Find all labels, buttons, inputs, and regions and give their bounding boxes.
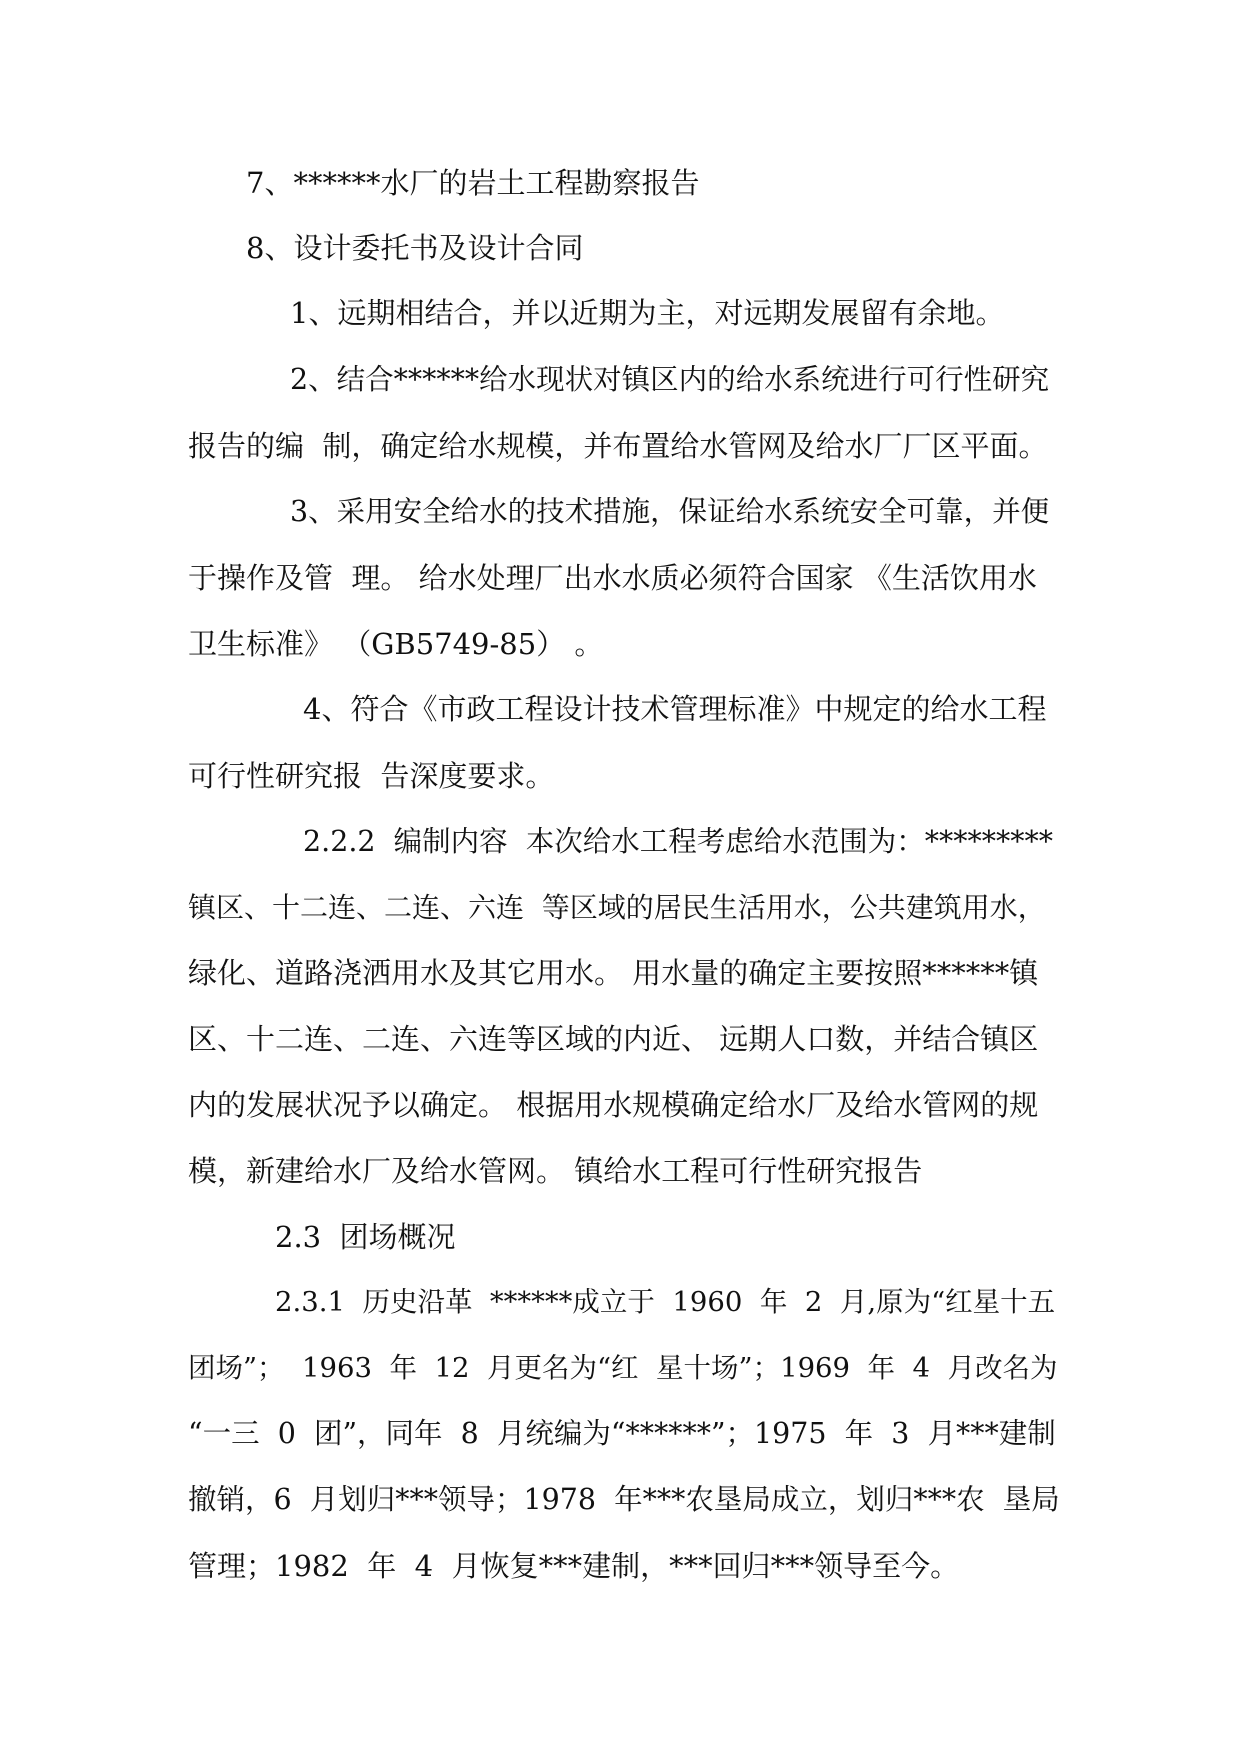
text-line-12: 镇区、十二连、二连、六连 等区域的居民生活用水，公共建筑用水， [188,891,1046,924]
text-line-3: 1、远期相结合，并以近期为主，对远期发展留有余地。 [290,296,1005,330]
text-line-9: 4、符合《市政工程设计技术管理标准》中规定的给水工程 [303,692,1047,726]
text-line-22: 管理；1982 年 4 月恢复***建制，***回归***领导至今。 [188,1549,960,1583]
text-line-10: 可行性研究报 告深度要求。 [188,759,555,793]
text-line-21: 撤销，6 月划归***领导；1978 年***农垦局成立，划归***农 垦局 [188,1483,1060,1516]
text-line-16: 模，新建给水厂及给水管网。 镇给水工程可行性研究报告 [188,1154,923,1188]
text-line-17: 2.3 团场概况 [275,1220,456,1254]
text-line-6: 3、采用安全给水的技术措施，保证给水系统安全可靠，并便 [290,495,1050,528]
text-line-2: 8、设计委托书及设计合同 [246,231,584,265]
text-line-19: 团场”； 1963 年 12 月更名为“红 星十场”；1969 年 4 月改名为 [188,1352,1058,1384]
text-line-7: 于操作及管 理。 给水处理厂出水水质必须符合国家 《生活饮用水 [188,561,1037,595]
text-line-20: “一三 0 团”，同年 8 月统编为“******”；1975 年 3 月***建制 [188,1417,1056,1450]
text-line-8: 卫生标准》 （GB5749-85） 。 [188,627,604,661]
text-line-1: 7、******水厂的岩土工程勘察报告 [246,166,700,200]
text-line-18: 2.3.1 历史沿革 ******成立于 1960 年 2 月,原为“红星十五 [275,1286,1056,1318]
text-line-14: 区、十二连、二连、六连等区域的内近、 远期人口数，并结合镇区 [188,1022,1039,1056]
text-line-13: 绿化、道路浇洒用水及其它用水。 用水量的确定主要按照******镇 [188,956,1039,990]
text-line-15: 内的发展状况予以确定。 根据用水规模确定给水厂及给水管网的规 [188,1088,1039,1122]
text-line-11: 2.2.2 编制内容 本次给水工程考虑给水范围为：********* [303,825,1054,858]
text-line-4: 2、结合******给水现状对镇区内的给水系统进行可行性研究 [290,363,1050,396]
text-line-5: 报告的编 制，确定给水规模，并布置给水管网及给水厂厂区平面。 [188,429,1048,463]
